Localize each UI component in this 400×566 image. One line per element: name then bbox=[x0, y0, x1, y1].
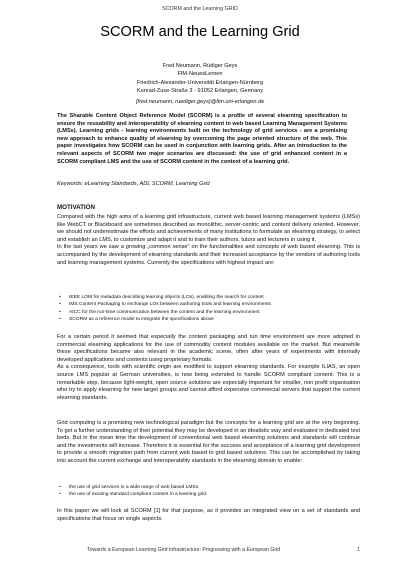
specification-list bbox=[57, 294, 360, 323]
author-address: Konrad-Zuse-Straße 3 - 91052 Erlangen, Germany bbox=[136, 87, 264, 94]
list-item: • the use of existing standard compliant content in a learning grid. bbox=[57, 491, 360, 498]
list-item: • IMS Content Packaging to exchange LOs between authoring tools and learning environments bbox=[57, 301, 360, 308]
list-item: • IEEE LOM for metadata describing learning objects (LOs), enabling the search for content bbox=[57, 294, 360, 301]
paragraph-4: In this paper we will look at SCORM [1] for that purpose, as it provides an integrated view on a set of standards and specifications that focus on single aspects. bbox=[57, 508, 360, 522]
author-emails: {fred.neumann, ruediger.geys}@fim.uni-erlangen.de bbox=[135, 99, 265, 105]
author-block bbox=[0, 62, 400, 95]
paper-title: SCORM and the Learning Grid bbox=[100, 24, 300, 40]
list-item: • SCORM as a reference model to integrate the specifications above bbox=[57, 316, 360, 323]
author-university: Friedrich-Alexander-Universität Erlangen-Nürnberg bbox=[136, 79, 264, 86]
author-department: FIM-NeuesLernen bbox=[177, 71, 223, 78]
list-item: • AICC for the run-time communication between the content and the learning environment bbox=[57, 309, 360, 316]
page-number: 1 bbox=[357, 547, 360, 553]
list-item: • the use of grid services in a wide range of web based LMSs, bbox=[57, 484, 360, 491]
paragraph-3: Grid computing is a promising new technological paradigm but the concepts for a learning grid are at the very beginning. To get a further understanding of their potential they may be developed in an idealistic way and evaluated in dedicated test beds. But in the mean time the development of conventional web based elearning solutions and standards will continue and the investments will increase. Therefore it is essential for the success and acceptance of a learning grid development to provide a smooth migration path from current web based to grid based solutions. This can be accomplished by taking into account the current exchange and interoperability standards in the elearning domain to enable: bbox=[57, 420, 360, 464]
paragraph-2: For a certain period it seemed that especially the content packaging and run time environment are more adopted in commercial elearning applications for the use of commodity content modules available on the market. But meanwhile these specifications became also relevant in the academic scene, often after years of experiments with internally developed applications and contents using proprietary formats. As a consequence, tools with scientific origin are modified to support elearning standards. For example ILIAS, an open source LMS popular at German universities, is now being extended to handle SCORM compliant content. This is a remarkable step, because light-weight, open source solutions are especially important for smaller, non profit organisation who try to apply elearning for new target groups and cannot afford expensive commercial servers that support the current elearning standards. bbox=[57, 334, 360, 401]
abstract: The Sharable Content Object Reference Model (SCORM) is a profile of several elearning specification to ensure the reusability and interoperability of elearning content in web based Learning Management Systems (LMSs). Learning grids - learning environments built on the technology of grid services - are a promising new approach to enhance quality of elearning by overcoming the page oriented structure of the web. This paper investigates how SCORM can be used in conjunction with learning grids. After an introduction to the relevant aspects of SCORM two major scenarios are discussed: the use of grid enhanced content in a SCORM compliant LMS and the use of SCORM content in the context of a learning grid. bbox=[57, 113, 347, 165]
enable-list bbox=[57, 484, 360, 499]
section-heading-motivation: MOTIVATION bbox=[57, 204, 95, 211]
paragraph-1: Compared with the high aims of a learning grid infrastructure, current web based learning management systems (LMSs) like WebCT or Blackboard are sometimes described as monolithic, server-centric and content delivery oriented. However, we should not underestimate the efforts and achievements of many institutions to formulate an elearning strategy, to select and establish an LMS, to customize and adapt it and to train their authors, tutors and lecturers in using it. In the last years we saw a growing „common sense" on the functionalities and concepts of web based elearning. This is accompanied by the development of elearning standards and their increased acceptance by the vendors of authoring tools and learning management systems. Currently the specifications with highest impact are: bbox=[57, 214, 360, 266]
author-names: Fred Neumann, Rüdiger Geys bbox=[162, 63, 238, 69]
footer-text: Towards a European Learning Grid Infrastructure: Progressing with a European Grid bbox=[87, 547, 281, 553]
keywords: Keywords: eLearning Standards, ADL SCORM, Learning Grid bbox=[57, 181, 210, 187]
running-head: SCORM and the Learning GRID bbox=[162, 6, 238, 12]
